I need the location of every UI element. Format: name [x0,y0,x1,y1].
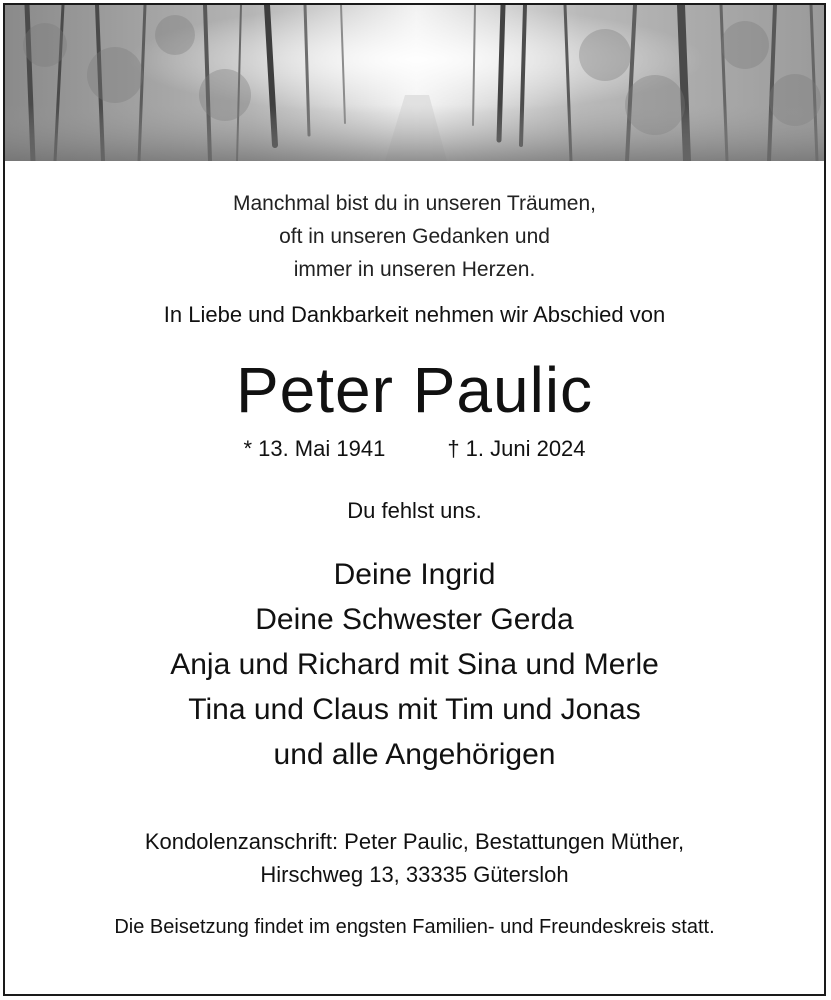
mourner-line: Tina und Claus mit Tim und Jonas [188,693,641,726]
notice-content [5,161,824,941]
farewell-intro: In Liebe und Dankbarkeit nehmen wir Abschied von [163,302,666,327]
death-date: † 1. Juni 2024 [447,436,586,461]
address-line: Hirschweg 13, 33335 Gütersloh [260,862,569,887]
verse-line: oft in unseren Gedanken und [279,225,550,248]
mourner-line: Deine Ingrid [333,558,496,591]
personal-note: Du fehlst uns. [347,498,482,523]
address-line: Kondolenzanschrift: Peter Paulic, Bestattungen Müther, [144,829,685,854]
life-dates [5,434,824,464]
deceased-name: Peter Paulic [235,354,594,426]
memorial-verse [5,187,824,286]
birth-date: * 13. Mai 1941 [243,436,386,461]
condolence-address [5,825,824,891]
mourner-line: Anja und Richard mit Sina und Merle [170,648,659,681]
misty-forest-banner-image [5,5,824,161]
obituary-notice [3,3,826,996]
verse-line: Manchmal bist du in unseren Träumen, [232,192,597,215]
verse-line: immer in unseren Herzen. [293,258,536,281]
mourners-list [5,552,824,777]
mourner-line: Deine Schwester Gerda [255,603,574,636]
burial-note: Die Beisetzung findet im engsten Familien- und Freundeskreis statt. [114,916,715,938]
mourner-line: und alle Angehörigen [273,738,556,771]
